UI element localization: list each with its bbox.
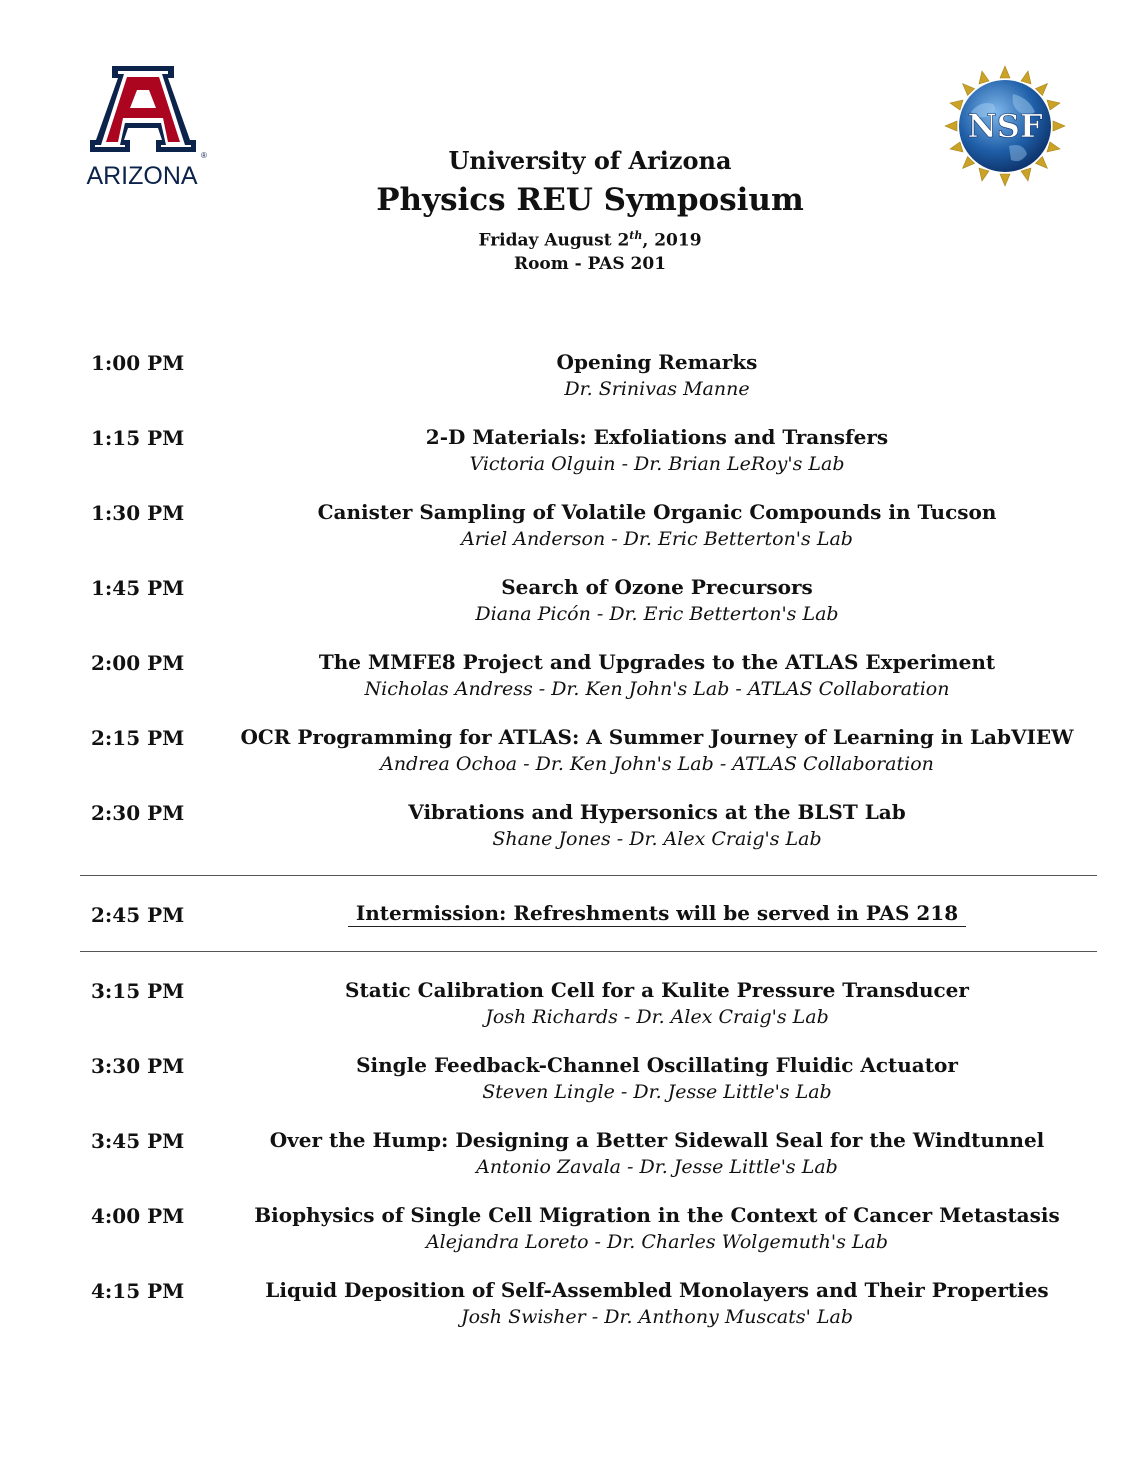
talk-title: Over the Hump: Designing a Better Sidewall Seal for the Windtunnel — [269, 1128, 1045, 1152]
schedule-item — [220, 499, 1094, 552]
schedule-item — [220, 1277, 1094, 1330]
page-title: Physics REU Symposium — [376, 182, 804, 218]
talk-speaker: Nicholas Andress - Dr. Ken John's Lab - ATLAS Collaboration — [364, 678, 950, 700]
schedule-item — [220, 799, 1094, 852]
talk-speaker: Josh Swisher - Dr. Anthony Muscats' Lab — [460, 1306, 853, 1328]
talk-title: Biophysics of Single Cell Migration in the Context of Cancer Metastasis — [254, 1203, 1060, 1227]
talk-title: The MMFE8 Project and Upgrades to the ATLAS Experiment — [318, 650, 996, 674]
talk-speaker: Victoria Olguin - Dr. Brian LeRoy's Lab — [469, 453, 845, 475]
talk-speaker: Alejandra Loreto - Dr. Charles Wolgemuth's Lab — [425, 1231, 889, 1253]
svg-text:®: ® — [201, 151, 207, 160]
talk-title: OCR Programming for ATLAS: A Summer Journey of Learning in LabVIEW — [240, 725, 1074, 749]
arizona-wordmark: ARIZONA — [86, 162, 198, 190]
talk-title: Search of Ozone Precursors — [501, 575, 813, 599]
talk-title: Vibrations and Hypersonics at the BLST Lab — [408, 800, 906, 824]
nsf-wordmark: NSF — [967, 107, 1043, 145]
schedule-item — [220, 1127, 1094, 1180]
divider-bottom — [80, 951, 1097, 952]
talk-speaker: Ariel Anderson - Dr. Eric Betterton's Lab — [461, 528, 853, 550]
talk-speaker: Josh Richards - Dr. Alex Craig's Lab — [485, 1006, 829, 1028]
schedule-time: 1:15 PM — [91, 426, 185, 450]
schedule-time: 2:00 PM — [91, 651, 185, 675]
talk-speaker: Antonio Zavala - Dr. Jesse Little's Lab — [476, 1156, 838, 1178]
talk-title: Opening Remarks — [556, 350, 758, 374]
schedule-time: 4:00 PM — [91, 1204, 185, 1228]
schedule-time: 4:15 PM — [91, 1279, 185, 1303]
intermission-time: 2:45 PM — [91, 903, 185, 927]
talk-speaker: Diana Picón - Dr. Eric Betterton's Lab — [475, 603, 839, 625]
schedule-time: 1:30 PM — [91, 501, 185, 525]
schedule-item — [220, 724, 1094, 777]
talk-title: Liquid Deposition of Self-Assembled Monolayers and Their Properties — [265, 1278, 1049, 1302]
schedule-time: 2:15 PM — [91, 726, 185, 750]
schedule-time: 3:45 PM — [91, 1129, 185, 1153]
talk-speaker: Andrea Ochoa - Dr. Ken John's Lab - ATLAS Collaboration — [380, 753, 934, 775]
schedule-item — [220, 424, 1094, 477]
schedule-item — [220, 574, 1094, 627]
talk-title: Static Calibration Cell for a Kulite Pressure Transducer — [345, 978, 969, 1002]
schedule-time: 2:30 PM — [91, 801, 185, 825]
schedule-item — [220, 1052, 1094, 1105]
talk-title: Canister Sampling of Volatile Organic Compounds in Tucson — [317, 500, 997, 524]
event-room: Room - PAS 201 — [513, 254, 667, 274]
schedule-item — [220, 349, 1094, 402]
schedule-time: 3:15 PM — [91, 979, 185, 1003]
event-date: Friday August 2th, 2019 — [478, 229, 702, 251]
divider-top — [80, 875, 1097, 876]
university-name: University of Arizona — [448, 146, 732, 175]
schedule-time: 1:45 PM — [91, 576, 185, 600]
schedule-item — [220, 1202, 1094, 1255]
intermission-notice: Intermission: Refreshments will be served in PAS 218 — [220, 901, 1094, 925]
schedule-item — [220, 649, 1094, 702]
talk-speaker: Steven Lingle - Dr. Jesse Little's Lab — [482, 1081, 832, 1103]
schedule-time: 1:00 PM — [91, 351, 185, 375]
talk-speaker: Dr. Srinivas Manne — [564, 378, 750, 400]
schedule-item — [220, 977, 1094, 1030]
schedule-time: 3:30 PM — [91, 1054, 185, 1078]
talk-speaker: Shane Jones - Dr. Alex Craig's Lab — [492, 828, 822, 850]
talk-title: Single Feedback-Channel Oscillating Fluidic Actuator — [356, 1053, 958, 1077]
talk-title: 2-D Materials: Exfoliations and Transfers — [425, 425, 889, 449]
